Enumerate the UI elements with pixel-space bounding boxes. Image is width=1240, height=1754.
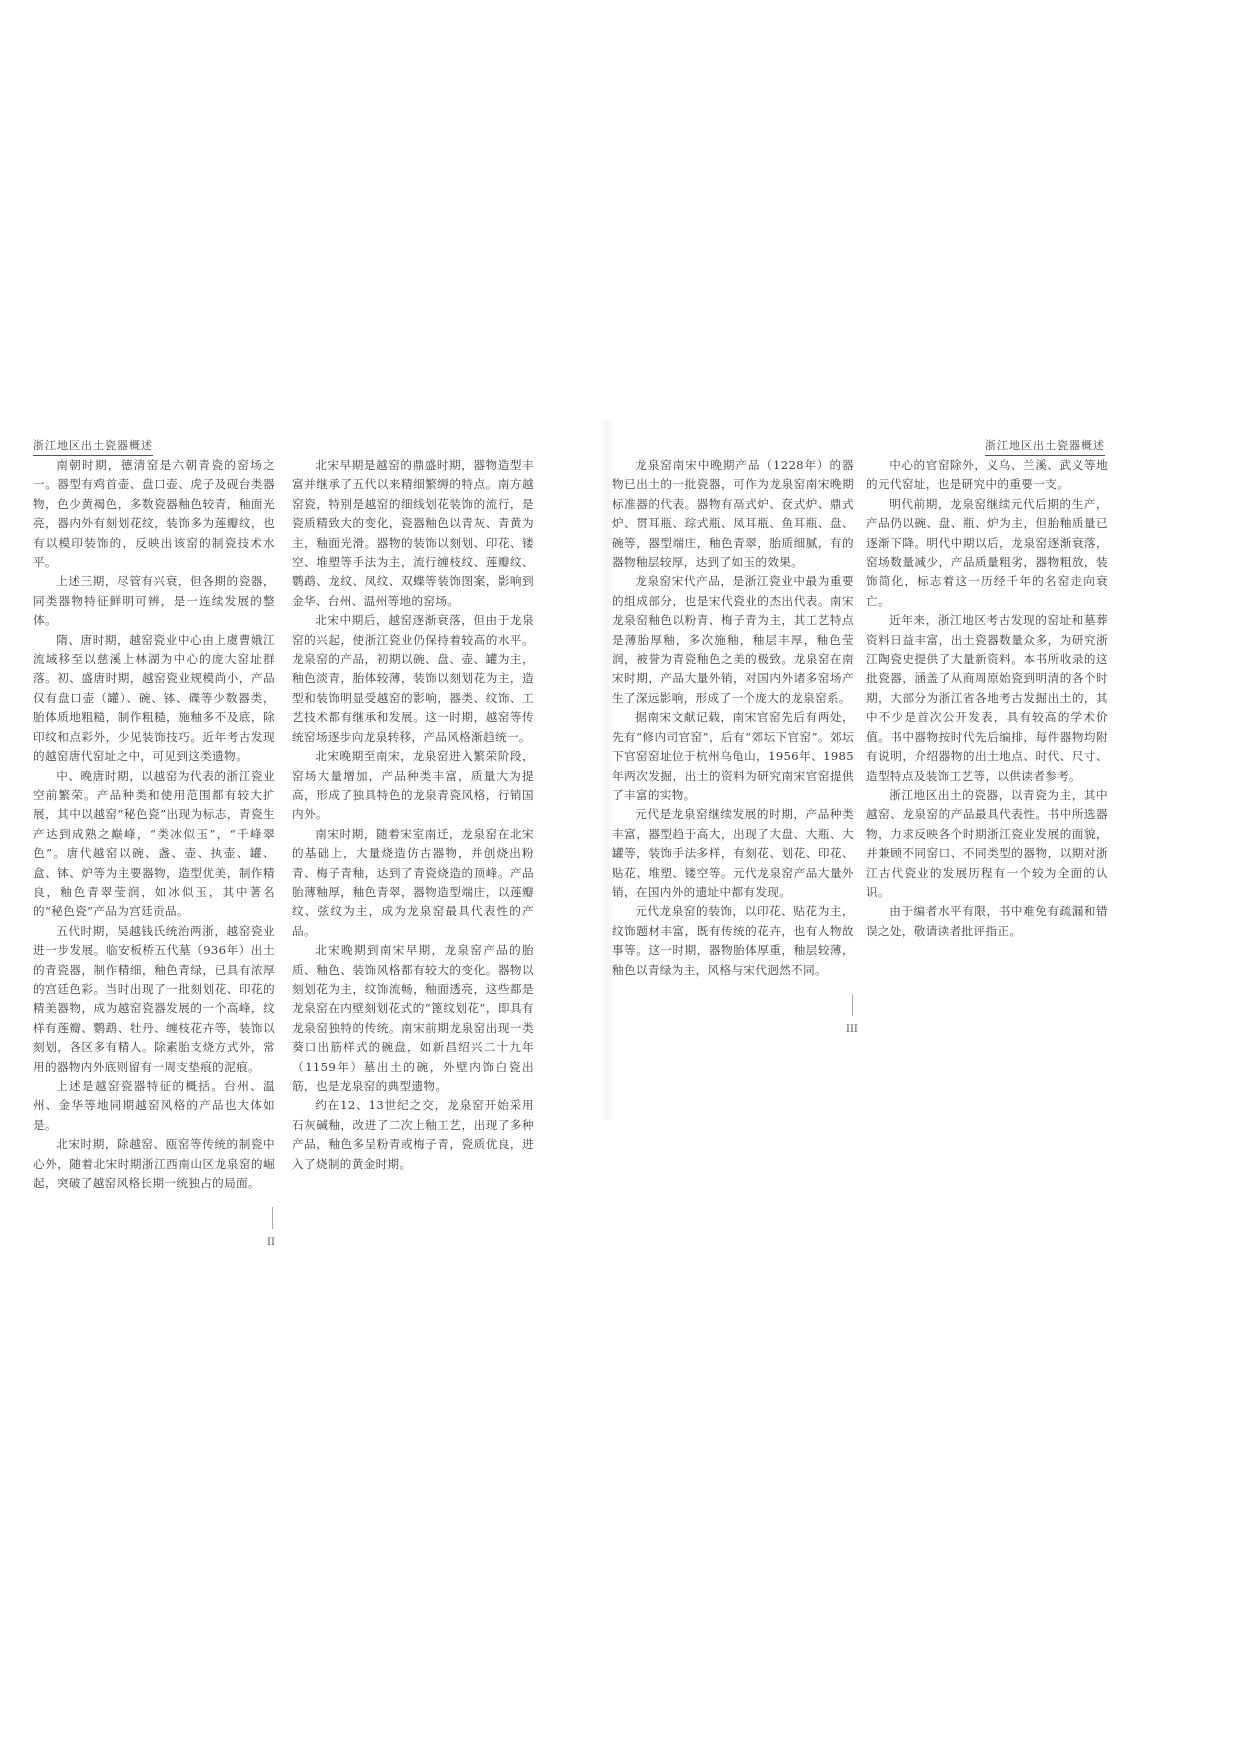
- paragraph: 约在12、13世纪之交，龙泉窑开始采用石灰碱釉，改进了二次上釉工艺，出现了多种产品，釉色多呈粉青或梅子青，瓷质优良，进入了烧制的黄金时期。: [292, 1098, 534, 1171]
- left-page-number: II: [267, 1237, 275, 1249]
- paragraph: 上述是越窑瓷器特征的概括。台州、温州、金华等地同期越窑风格的产品也大体如是。: [33, 1079, 275, 1132]
- right-page: [612, 456, 1108, 1044]
- paragraph: 五代时期，吴越钱氏统治两浙，越窑瓷业进一步发展。临安板桥五代墓（936年）出土的青瓷器，制作精细，釉色青绿，已具有浓厚的宫廷色彩。当时出现了一批刻划花、印花的精美器物，成为越窑瓷器发展的一个高峰，纹样有莲瓣、鹦鹉、牡丹、缠枝花卉等，装饰以刻划，各区多有精人。除素胎支烧方式外，常用的器物内外底则留有一周支垫痕的泥痕。: [33, 923, 275, 1074]
- paragraph: 由于编者水平有限，书中难免有疏漏和错误之处，敬请读者批评指正。: [866, 904, 1108, 938]
- paragraph: 龙泉窑宋代产品，是浙江瓷业中最为重要的组成部分，也是宋代瓷业的杰出代表。南宋龙泉窑釉色以粉青、梅子青为主，其工艺特点是薄胎厚釉，多次施釉，釉层丰厚，釉色莹润，被誉为青瓷釉色之美的极致。龙泉窑在南宋时期，产品大量外销，对国内外诸多窑场产生了深远影响，形成了一个庞大的龙泉窑系。: [612, 574, 854, 705]
- paragraph: 龙泉窑南宋中晚期产品（1228年）的器物已出土的一批瓷器，可作为龙泉窑南宋晚期标准器的代表。器物有鬲式炉、奁式炉、鼎式炉、贯耳瓶、琮式瓶、凤耳瓶、鱼耳瓶、盘、碗等，器型端庄，釉色青翠，胎质细腻，有的器物釉层较厚，达到了如玉的效果。: [612, 458, 854, 570]
- right-running-head: 浙江地区出土瓷器概述: [985, 437, 1105, 456]
- right-page-footer: [612, 994, 1108, 1044]
- left-page-footer: [33, 1207, 534, 1257]
- paragraph: 浙江地区出土的瓷器，以青瓷为主，其中越窑、龙泉窑的产品最具代表性。书中所选器物，力求反映各个时期浙江瓷业发展的面貌，并兼顾不同窑口、不同类型的器物，以期对浙江古代瓷业的发展历程有一个较为全面的认识。: [866, 787, 1108, 899]
- paragraph: 上述三期，尽管有兴衰，但各期的瓷器，同类器物特征鲜明可辨，是一连续发展的整体。: [33, 574, 275, 628]
- paragraph: 隋、唐时期，越窑瓷业中心由上虞曹娥江流域移至以慈溪上林湖为中心的庞大窑址群落。初、盛唐时期，越窑瓷业规模尚小，产品仅有盘口壶（罐）、碗、钵、碟等少数器类，胎体质地粗糙，制作粗糙，施釉多不及底，除印纹和点彩外，少见装饰技巧。近年考古发现的越窑唐代窑址之中，可见到这类遗物。: [33, 632, 275, 764]
- paragraph: 北宋时期，除越窑、瓯窑等传统的制瓷中心外，随着北宋时期浙江西南山区龙泉窑的崛起，突破了越窑风格长期一统独占的局面。: [33, 1137, 275, 1191]
- column-rule: [852, 994, 853, 1016]
- left-page: [33, 456, 534, 1257]
- left-page-column-1: [33, 456, 275, 1193]
- column-rule: [272, 1207, 273, 1229]
- paragraph: 北宋中期后，越窑逐渐衰落，但由于龙泉窑的兴起，使浙江瓷业仍保持着较高的水平。龙泉窑的产品，初期以碗、盘、壶、罐为主，釉色淡青，胎体较薄，装饰以刻划花为主，造型和装饰明显受越窑的影响，器类、纹饰、工艺技术都有继承和发展。这一时期，越窑等传统窑场逐步向龙泉转移，产品风格渐趋统一。: [292, 613, 534, 744]
- paragraph: 元代是龙泉窑继续发展的时期，产品种类丰富，器型趋于高大，出现了大盘、大瓶、大罐等，装饰手法多样，有刻花、划花、印花、贴花、堆塑、镂空等。元代龙泉窑产品大量外销，在国内外的遗址中都有发现。: [612, 807, 854, 899]
- left-page-column-2: [292, 456, 534, 1174]
- paragraph: 中、晚唐时期，以越窑为代表的浙江瓷业空前繁荣。产品种类和使用范围都有较大扩展，其中以越窑“秘色瓷”出现为标志，青瓷生产达到成熟之巅峰，“类冰似玉”，“千峰翠色”。唐代越窑以碗、盏、壶、执壶、罐、盒、钵、炉等为主要器物，造型优美，制作精良，釉色青翠莹润，如冰似玉，其中著名的“秘色瓷”产品为宫廷贡品。: [33, 768, 275, 919]
- paragraph: 南朝时期，德清窑是六朝青瓷的窑场之一。器型有鸡首壶、盘口壶、虎子及砚台类器物，色少黄褐色，多数瓷器釉色较青，釉面光亮，器内外有刻划花纹，装饰多为莲瓣纹，也有以模印装饰的，反映出该窑的制瓷技术水平。: [33, 458, 275, 570]
- paragraph: 近年来，浙江地区考古发现的窑址和墓葬资料日益丰富，出土瓷器数量众多，为研究浙江陶瓷史提供了大量新资料。本书所收录的这批瓷器，涵盖了从商周原始瓷到明清的各个时期，大部分为浙江省各地考古发掘出土的，其中不少是首次公开发表，具有较高的学术价值。书中器物按时代先后编排，每件器物均附有说明，介绍器物的出土地点、时代、尺寸、造型特点及装饰工艺等，以供读者参考。: [866, 613, 1108, 783]
- paragraph: 南宋时期，随着宋室南迁，龙泉窑在北宋的基础上，大量烧造仿古器物，并创烧出粉青、梅子青釉，达到了青瓷烧造的顶峰。产品胎薄釉厚，釉色青翠，器物造型端庄，以莲瓣纹、弦纹为主，成为龙泉窑最具代表性的产品。: [292, 826, 534, 938]
- right-page-column-2: [866, 456, 1108, 941]
- paragraph: 北宋晚期到南宋早期，龙泉窑产品的胎质、釉色、装饰风格都有较大的变化。器物以刻划花为主，纹饰流畅，釉面透亮，这些都是龙泉窑在内壁刻划花式的“篦纹划花”，即具有龙泉窑独特的传统。南宋前期龙泉窑出现一类葵口出筋样式的碗盘，如新昌绍兴二十九年（1159年）墓出土的碗，外壁内饰白瓷出筋，也是龙泉窑的典型遗物。: [292, 943, 534, 1093]
- paragraph: 北宋早期是越窑的鼎盛时期，器物造型丰富并继承了五代以来精细繁缛的特点。南方越窑瓷，特别是越窑的细线划花装饰的流行，是瓷质精致大的变化，瓷器釉色以青灰、青黄为主，釉面光滑。器物的装饰以刻划、印花、镂空、堆塑等手法为主，流行缠枝纹、莲瓣纹、鹦鹉、龙纹、凤纹、双蝶等装饰图案，影响到金华、台州、温州等地的窑场。: [292, 458, 534, 608]
- paragraph: 元代龙泉窑的装饰，以印花、贴花为主，纹饰题材丰富，既有传统的花卉，也有人物故事等。这一时期，器物胎体厚重，釉层较薄，釉色以青绿为主，风格与宋代迥然不同。: [612, 904, 854, 977]
- paragraph: 中心的官窑除外，义乌、兰溪、武义等地的元代窑址，也是研究中的重要一支。: [866, 458, 1108, 492]
- paragraph: 据南宋文献记载，南宋官窑先后有两处，先有“修内司官窑”，后有“郊坛下官窑”。郊坛下官窑窑址位于杭州乌龟山，1956年、1985年两次发掘，出土的资料为研究南宋官窑提供了丰富的实物。: [612, 710, 854, 802]
- paragraph: 明代前期，龙泉窑继续元代后期的生产，产品仍以碗、盘、瓶、炉为主，但胎釉质量已逐渐下降。明代中期以后，龙泉窑逐渐衰落，窑场数量减少，产品质量粗劣，器物粗放，装饰简化，标志着这一历经千年的名窑走向衰亡。: [866, 496, 1108, 608]
- right-page-column-1: [612, 456, 854, 980]
- paragraph: 北宋晚期至南宋，龙泉窑进入繁荣阶段，窑场大量增加，产品种类丰富，质量大为提高，形成了独具特色的龙泉青瓷风格，行销国内外。: [292, 749, 534, 822]
- right-page-number: III: [846, 1023, 858, 1035]
- left-running-head: 浙江地区出土瓷器概述: [33, 437, 153, 456]
